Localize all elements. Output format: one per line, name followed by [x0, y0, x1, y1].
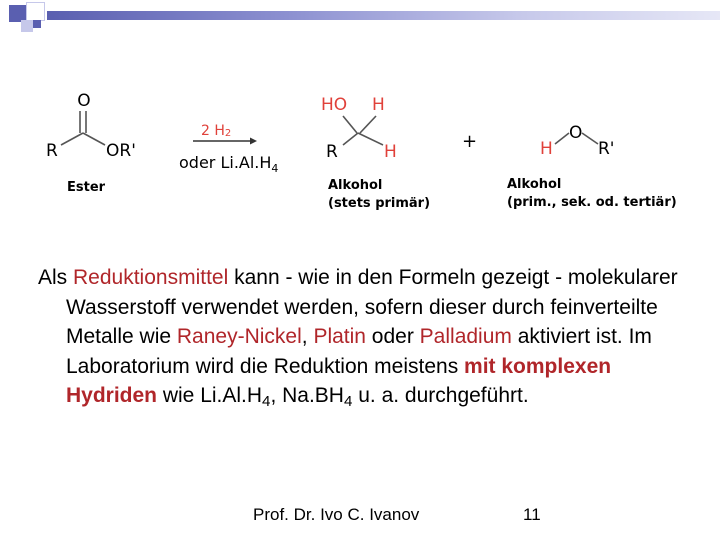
plus-sign: +: [462, 131, 478, 152]
primary-alcohol-caption-note: (stets primär): [328, 196, 431, 211]
alcohol-h-bottom-label: H: [384, 142, 397, 162]
other-alcohol-caption: Alkohol: [507, 177, 562, 192]
other-alcohol-o-label: O: [569, 123, 583, 143]
text-run: oder: [365, 325, 420, 348]
primary-alcohol-structure: [321, 95, 430, 211]
ester-or-label: OR': [106, 141, 136, 161]
subscript: 4: [262, 392, 271, 410]
term-palladium: Palladium: [419, 325, 512, 348]
text-run: Als: [38, 266, 74, 289]
text-run: ,: [301, 325, 314, 348]
reagent-h2: 2 H2: [201, 123, 232, 139]
reaction-arrow: [179, 123, 278, 175]
other-alcohol-r-label: R': [598, 139, 615, 159]
alcohol-ho-label: HO: [321, 95, 348, 115]
other-alcohol-h-label: H: [540, 139, 553, 159]
text-run: aktiviert ist. Im Laboratorium wird die Reduktion meistens: [66, 325, 652, 378]
top-gradient-bar: [47, 11, 720, 20]
ester-r-label: R: [46, 141, 58, 161]
subscript: 4: [343, 392, 353, 410]
decor-square-light: [21, 20, 33, 32]
other-alcohol-caption-note: (prim., sek. od. tertiär): [507, 195, 677, 210]
footer-author: Prof. Dr. Ivo C. Ivanov: [253, 505, 420, 524]
reaction-scheme: [0, 70, 720, 240]
alcohol-h-top-label: H: [372, 95, 385, 115]
text-run: , Na.BH: [270, 384, 344, 407]
page-number: 11: [523, 505, 541, 524]
text-run: kann - wie in den Formeln gezeigt - molekularer Wasserstoff verwendet werden, sofern dieser durch feinverteilte Metalle wie: [66, 266, 678, 348]
ester-structure: [46, 91, 136, 195]
text-run: u. a. durchgeführt.: [352, 384, 529, 407]
decor-square-white: [26, 2, 45, 21]
term-komplexe-hydride: mit komplexen Hydriden: [66, 354, 612, 407]
term-platin: Platin: [313, 325, 366, 348]
other-alcohol-structure: [507, 123, 677, 210]
reagent-lialh4: oder $Li.Al.H_4$: [179, 153, 279, 175]
ester-caption: Ester: [67, 180, 106, 195]
decor-square-small: [33, 20, 41, 28]
ester-o-label: O: [77, 91, 91, 111]
body-paragraph: [38, 263, 678, 411]
term-raney-nickel: Raney-Nickel: [176, 325, 302, 348]
alcohol-r-label: R: [326, 142, 338, 162]
text-run: wie Li.Al.H: [157, 384, 263, 407]
primary-alcohol-caption: Alkohol: [328, 178, 383, 193]
term-reduktionsmittel: Reduktionsmittel: [73, 266, 229, 289]
